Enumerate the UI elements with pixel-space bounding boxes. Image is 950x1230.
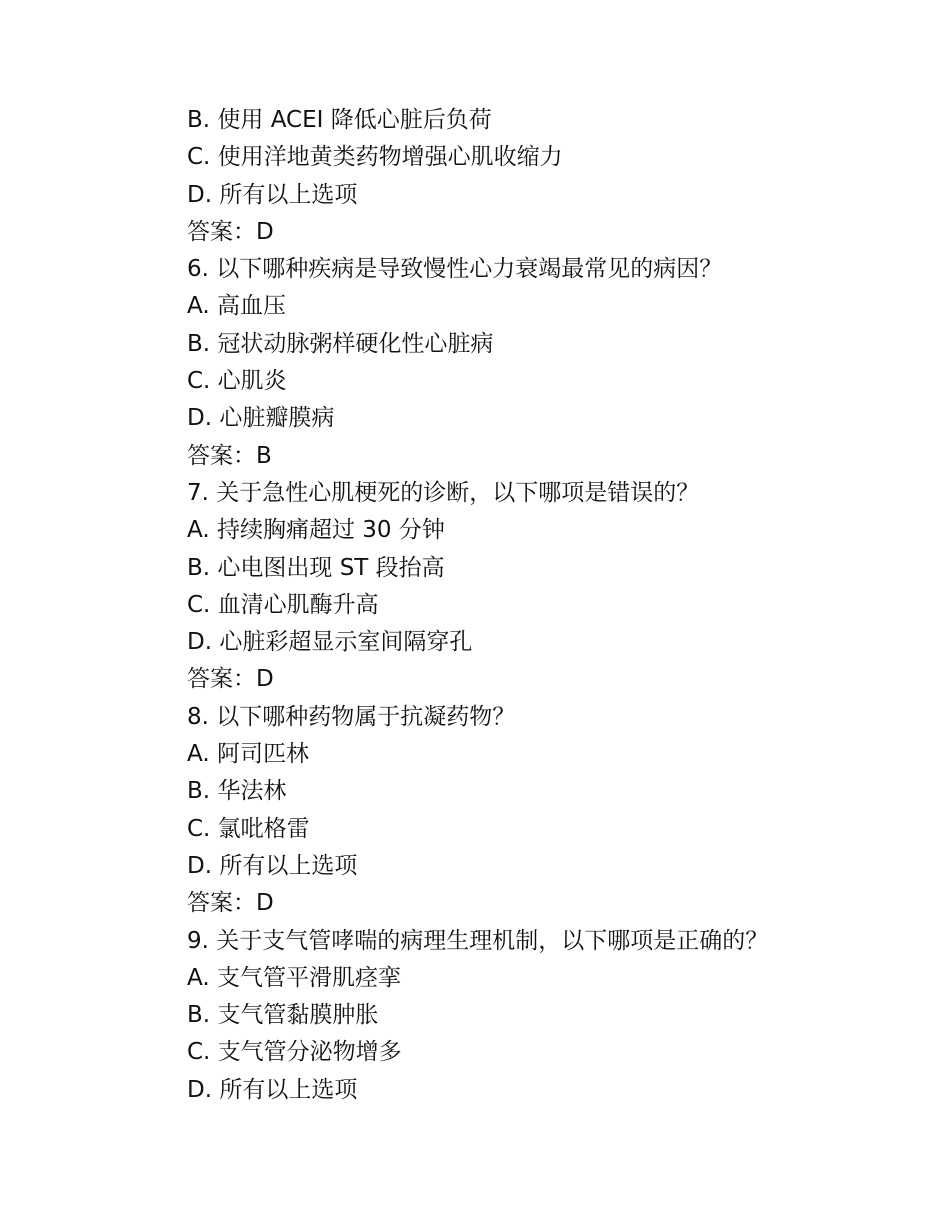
document-page: [187, 102, 887, 1109]
option-b-line: B. 冠状动脉粥样硬化性心脏病: [187, 330, 494, 357]
answer-line: 答案：B: [187, 442, 272, 469]
option-b-line: B. 心电图出现 ST 段抬高: [187, 554, 445, 581]
option-d-line: D. 心脏彩超显示室间隔穿孔: [187, 629, 473, 656]
option-c-line: C. 使用洋地黄类药物增强心肌收缩力: [187, 144, 563, 171]
option-d-line: D. 所有以上选项: [187, 181, 358, 208]
option-a-line: A. 支气管平滑肌痉挛: [187, 964, 401, 991]
answer-line: 答案：D: [187, 890, 274, 917]
option-d-line: D. 心脏瓣膜病: [187, 405, 335, 432]
answer-line: 答案：D: [187, 666, 274, 693]
question-8: 8. 以下哪种药物属于抗凝药物？: [187, 703, 516, 730]
option-c-line: C. 血清心肌酶升高: [187, 591, 379, 618]
option-b-line: B. 华法林: [187, 778, 287, 805]
option-c-line: C. 心肌炎: [187, 368, 287, 395]
option-c-line: C. 氯吡格雷: [187, 815, 310, 842]
option-a-line: A. 阿司匹林: [187, 741, 309, 768]
option-c-line: C. 支气管分泌物增多: [187, 1039, 402, 1066]
option-b-line: B. 支气管黏膜肿胀: [187, 1002, 379, 1029]
answer-line: 答案：D: [187, 218, 274, 245]
option-a-line: A. 高血压: [187, 293, 286, 320]
question-7: 7. 关于急性心肌梗死的诊断，以下哪项是错误的？: [187, 479, 700, 506]
option-b-line: B. 使用 ACEI 降低心脏后负荷: [187, 107, 492, 133]
option-d-line: D. 所有以上选项: [187, 1076, 358, 1103]
option-d-line: D. 所有以上选项: [187, 852, 358, 879]
option-a-line: A. 持续胸痛超过 30 分钟: [187, 517, 445, 544]
question-6: 6. 以下哪种疾病是导致慢性心力衰竭最常见的病因？: [187, 256, 723, 283]
question-9: 9. 关于支气管哮喘的病理生理机制，以下哪项是正确的？: [187, 927, 769, 954]
